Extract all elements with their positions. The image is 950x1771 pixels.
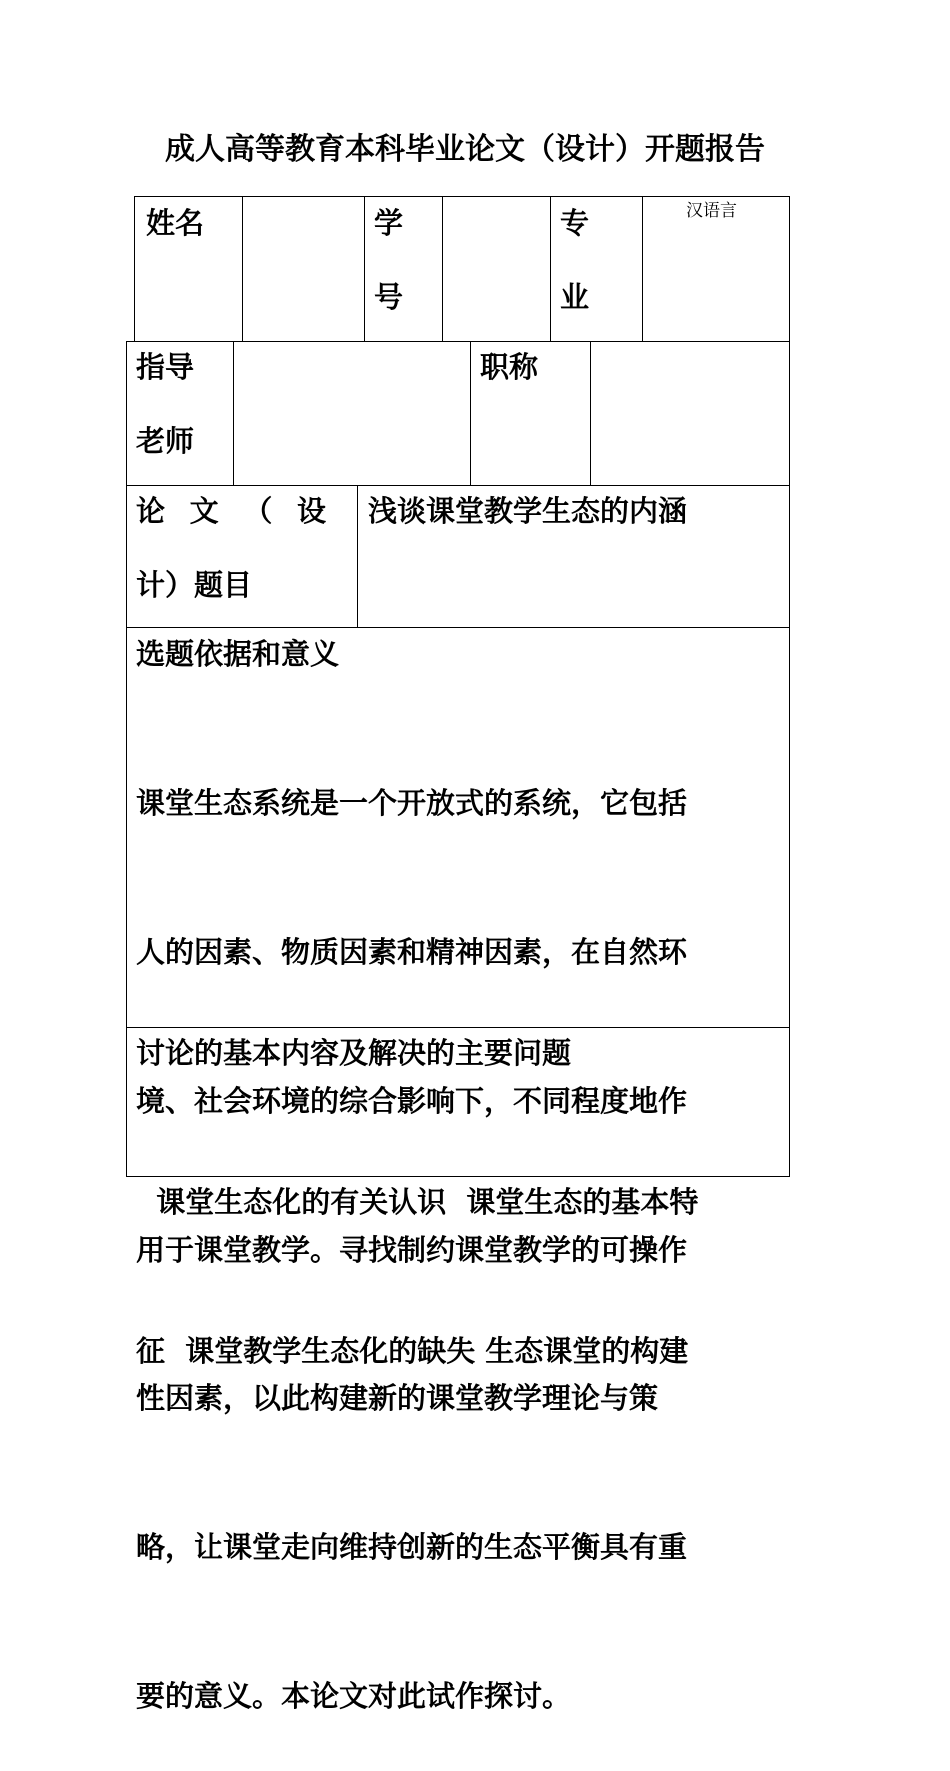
basis-line-7: 要的意义。本论文对此试作探讨。 (136, 1678, 572, 1713)
row1-divider-3 (442, 196, 443, 342)
advisor-label (136, 330, 232, 478)
row1-divider-4 (550, 196, 551, 342)
row1-divider-1 (242, 196, 243, 342)
basis-line-4: 用于课堂教学。寻找制约课堂教学的可操作 (136, 1232, 688, 1267)
basis-line-5: 性因素，以此构建新的课堂教学理论与策 (136, 1381, 659, 1416)
student-id-label-line-1: 学 (374, 206, 404, 240)
topic-label-line-2: 计）题目 (136, 568, 253, 602)
basis-line-3: 境、社会环境的综合影响下，不同程度地作 (136, 1083, 688, 1118)
topic-divider (357, 485, 358, 628)
advisor-label-line-2: 老师 (136, 424, 195, 458)
row2-divider-2 (470, 341, 471, 486)
basis-line-2: 人的因素、物质因素和精神因素，在自然环 (136, 934, 688, 969)
content-line-2: 征 课堂教学生态化的缺失 生态课堂的构建 (136, 1333, 689, 1368)
basis-line-1: 课堂生态系统是一个开放式的系统，它包括 (136, 786, 688, 821)
student-id-label (374, 186, 438, 334)
row2-divider-1 (233, 341, 234, 486)
advisor-label-line-1: 指导 (136, 350, 195, 384)
name-label-text: 姓名 (146, 206, 205, 240)
major-label (560, 186, 638, 334)
row2-divider-3 (590, 341, 591, 486)
major-label-line-1: 专 (560, 206, 590, 240)
topic-label-line-1: 论 文 （ 设 (136, 494, 326, 528)
student-id-label-line-2: 号 (374, 280, 404, 314)
topic-value: 浅谈课堂教学生态的内涵 (368, 494, 688, 528)
row1-divider-2 (364, 196, 365, 342)
basis-line-6: 略，让课堂走向维持创新的生态平衡具有重 (136, 1530, 688, 1565)
content-heading: 讨论的基本内容及解决的主要问题 (136, 1036, 572, 1070)
major-value: 汉语言 (686, 201, 737, 221)
content-body (136, 1079, 766, 1426)
rank-label: 职称 (480, 350, 539, 384)
basis-heading: 选题依据和意义 (136, 637, 340, 671)
topic-label (136, 474, 326, 622)
row1-divider-5 (642, 196, 643, 342)
page-title: 成人高等教育本科毕业论文（设计）开题报告 (165, 132, 765, 167)
major-label-line-2: 业 (560, 280, 590, 314)
content-line-1: 课堂生态化的有关认识 课堂生态的基本特 (136, 1185, 699, 1220)
name-label (146, 186, 238, 260)
